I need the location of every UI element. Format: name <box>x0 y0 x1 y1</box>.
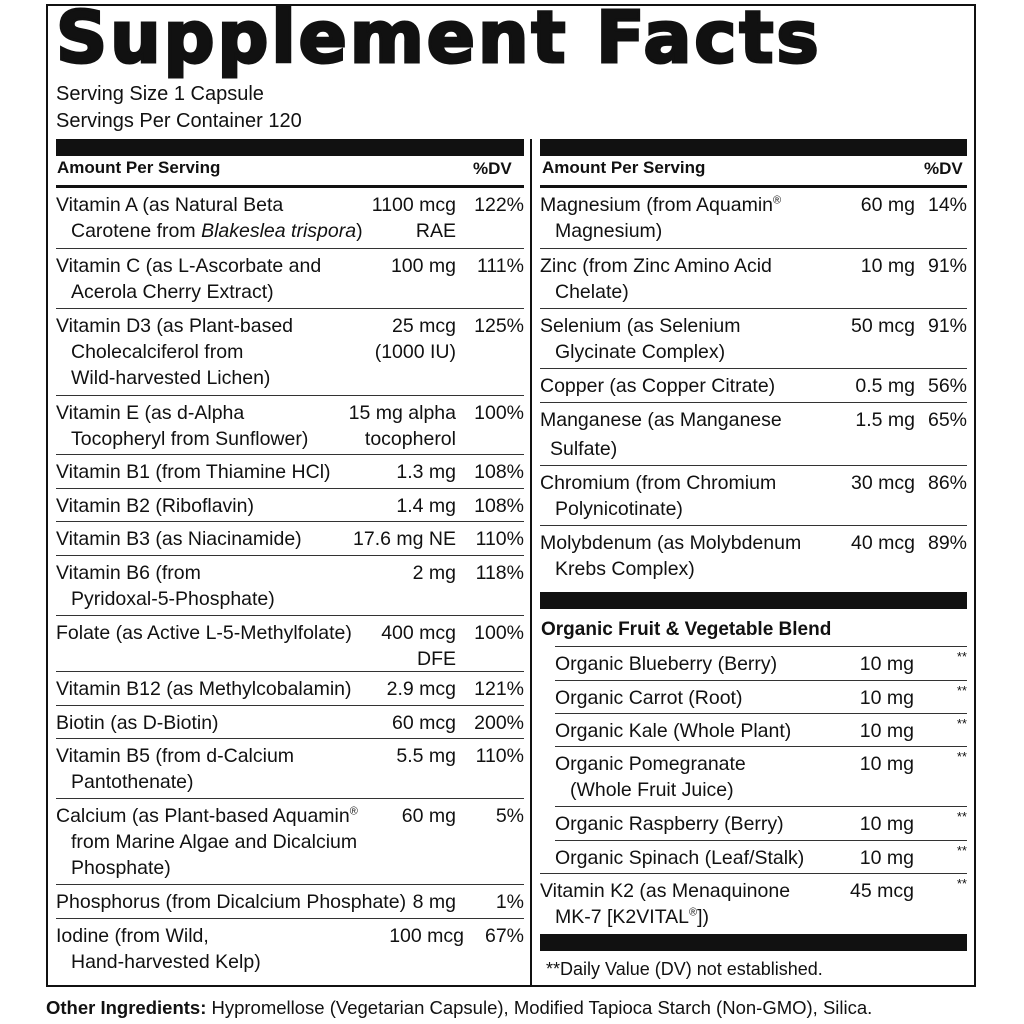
nutrient-row: Biotin (as D-Biotin) 60 mcg 200% <box>56 705 524 739</box>
nutrient-row: Phosphorus (from Dicalcium Phosphate) 8 mg 1% <box>56 884 524 919</box>
header-bar-right <box>540 139 967 156</box>
nutrient-row: Calcium (as Plant-based Aquamin® from Marine Algae and Dicalcium Phosphate) 60 mg 5% <box>56 798 524 885</box>
nutrient-row: Manganese (as Manganese Sulfate) 1.5 mg 65% <box>540 402 967 466</box>
other-ingredients-text: Hypromellose (Vegetarian Capsule), Modified Tapioca Starch (Non-GMO), Silica. <box>206 997 873 1018</box>
blend-title: Organic Fruit & Vegetable Blend <box>541 619 832 640</box>
other-ingredients-label: Other Ingredients: <box>46 997 207 1018</box>
nutrient-row: Vitamin D3 (as Plant-based Cholecalciferol from Wild-harvested Lichen) 25 mcg (1000 IU) 125% <box>56 308 524 396</box>
serving-size: Serving Size 1 Capsule <box>56 83 264 105</box>
nutrient-row: Vitamin B5 (from d-Calcium Pantothenate) 5.5 mg 110% <box>56 738 524 799</box>
nutrient-row: Vitamin B6 (from Pyridoxal-5-Phosphate) 2 mg 118% <box>56 555 524 616</box>
nutrient-row-k2: Vitamin K2 (as Menaquinone MK-7 [K2VITAL®]) 45 mcg ** <box>540 873 967 934</box>
nutrient-row: Zinc (from Zinc Amino Acid Chelate) 10 mg 91% <box>540 248 967 309</box>
dv-footnote: **Daily Value (DV) not established. <box>546 959 823 979</box>
servings-per-container: Servings Per Container 120 <box>56 110 302 132</box>
dv-header-left: %DV <box>473 159 512 178</box>
amount-per-serving-right: Amount Per Serving <box>542 158 706 177</box>
nutrient-row: Iodine (from Wild, Hand-harvested Kelp) 100 mcg 67% <box>56 918 524 979</box>
blend-item: Organic Raspberry (Berry) 10 mg ** <box>555 806 967 841</box>
nutrient-row: Selenium (as Selenium Glycinate Complex) 50 mcg 91% <box>540 308 967 369</box>
nutrient-row: Molybdenum (as Molybdenum Krebs Complex) 40 mcg 89% <box>540 525 967 590</box>
nutrient-row: Vitamin E (as d-Alpha Tocopheryl from Sunflower) 15 mg alpha tocopherol 100% <box>56 395 524 455</box>
nutrient-row: Vitamin C (as L-Ascorbate and Acerola Cherry Extract) 100 mg 111% <box>56 248 524 309</box>
blend-item: Organic Blueberry (Berry) 10 mg ** <box>555 646 967 681</box>
dv-header-right: %DV <box>924 159 963 178</box>
other-ingredients <box>46 996 872 1020</box>
nutrient-row: Vitamin B2 (Riboflavin) 1.4 mg 108% <box>56 488 524 522</box>
column-divider <box>530 139 532 987</box>
header-bar-left <box>56 139 524 156</box>
nutrient-row: Copper (as Copper Citrate) 0.5 mg 56% <box>540 368 967 403</box>
nutrient-row: Vitamin B3 (as Niacinamide) 17.6 mg NE 110% <box>56 521 524 556</box>
blend-item: Organic Pomegranate (Whole Fruit Juice) 10 mg ** <box>555 746 967 807</box>
footnote-bar <box>540 934 967 951</box>
nutrient-row: Magnesium (from Aquamin® Magnesium) 60 mg 14% <box>540 194 967 242</box>
nutrient-row: Vitamin B12 (as Methylcobalamin) 2.9 mcg 121% <box>56 671 524 706</box>
nutrient-row: Chromium (from Chromium Polynicotinate) 30 mcg 86% <box>540 465 967 526</box>
panel-title: Supplement Facts <box>56 0 822 79</box>
nutrient-row: Vitamin B1 (from Thiamine HCl) 1.3 mg 108% <box>56 454 524 489</box>
blend-bar <box>540 592 967 609</box>
blend-item: Organic Kale (Whole Plant) 10 mg ** <box>555 713 967 747</box>
nutrient-row: Vitamin A (as Natural Beta Carotene from Blakeslea trispora) 1100 mcg RAE 122% <box>56 194 524 242</box>
blend-item: Organic Spinach (Leaf/Stalk) 10 mg ** <box>555 840 967 874</box>
blend-item: Organic Carrot (Root) 10 mg ** <box>555 680 967 714</box>
amount-per-serving-left: Amount Per Serving <box>57 158 221 177</box>
nutrient-row: Folate (as Active L-5-Methylfolate) 400 mcg DFE 100% <box>56 615 524 672</box>
